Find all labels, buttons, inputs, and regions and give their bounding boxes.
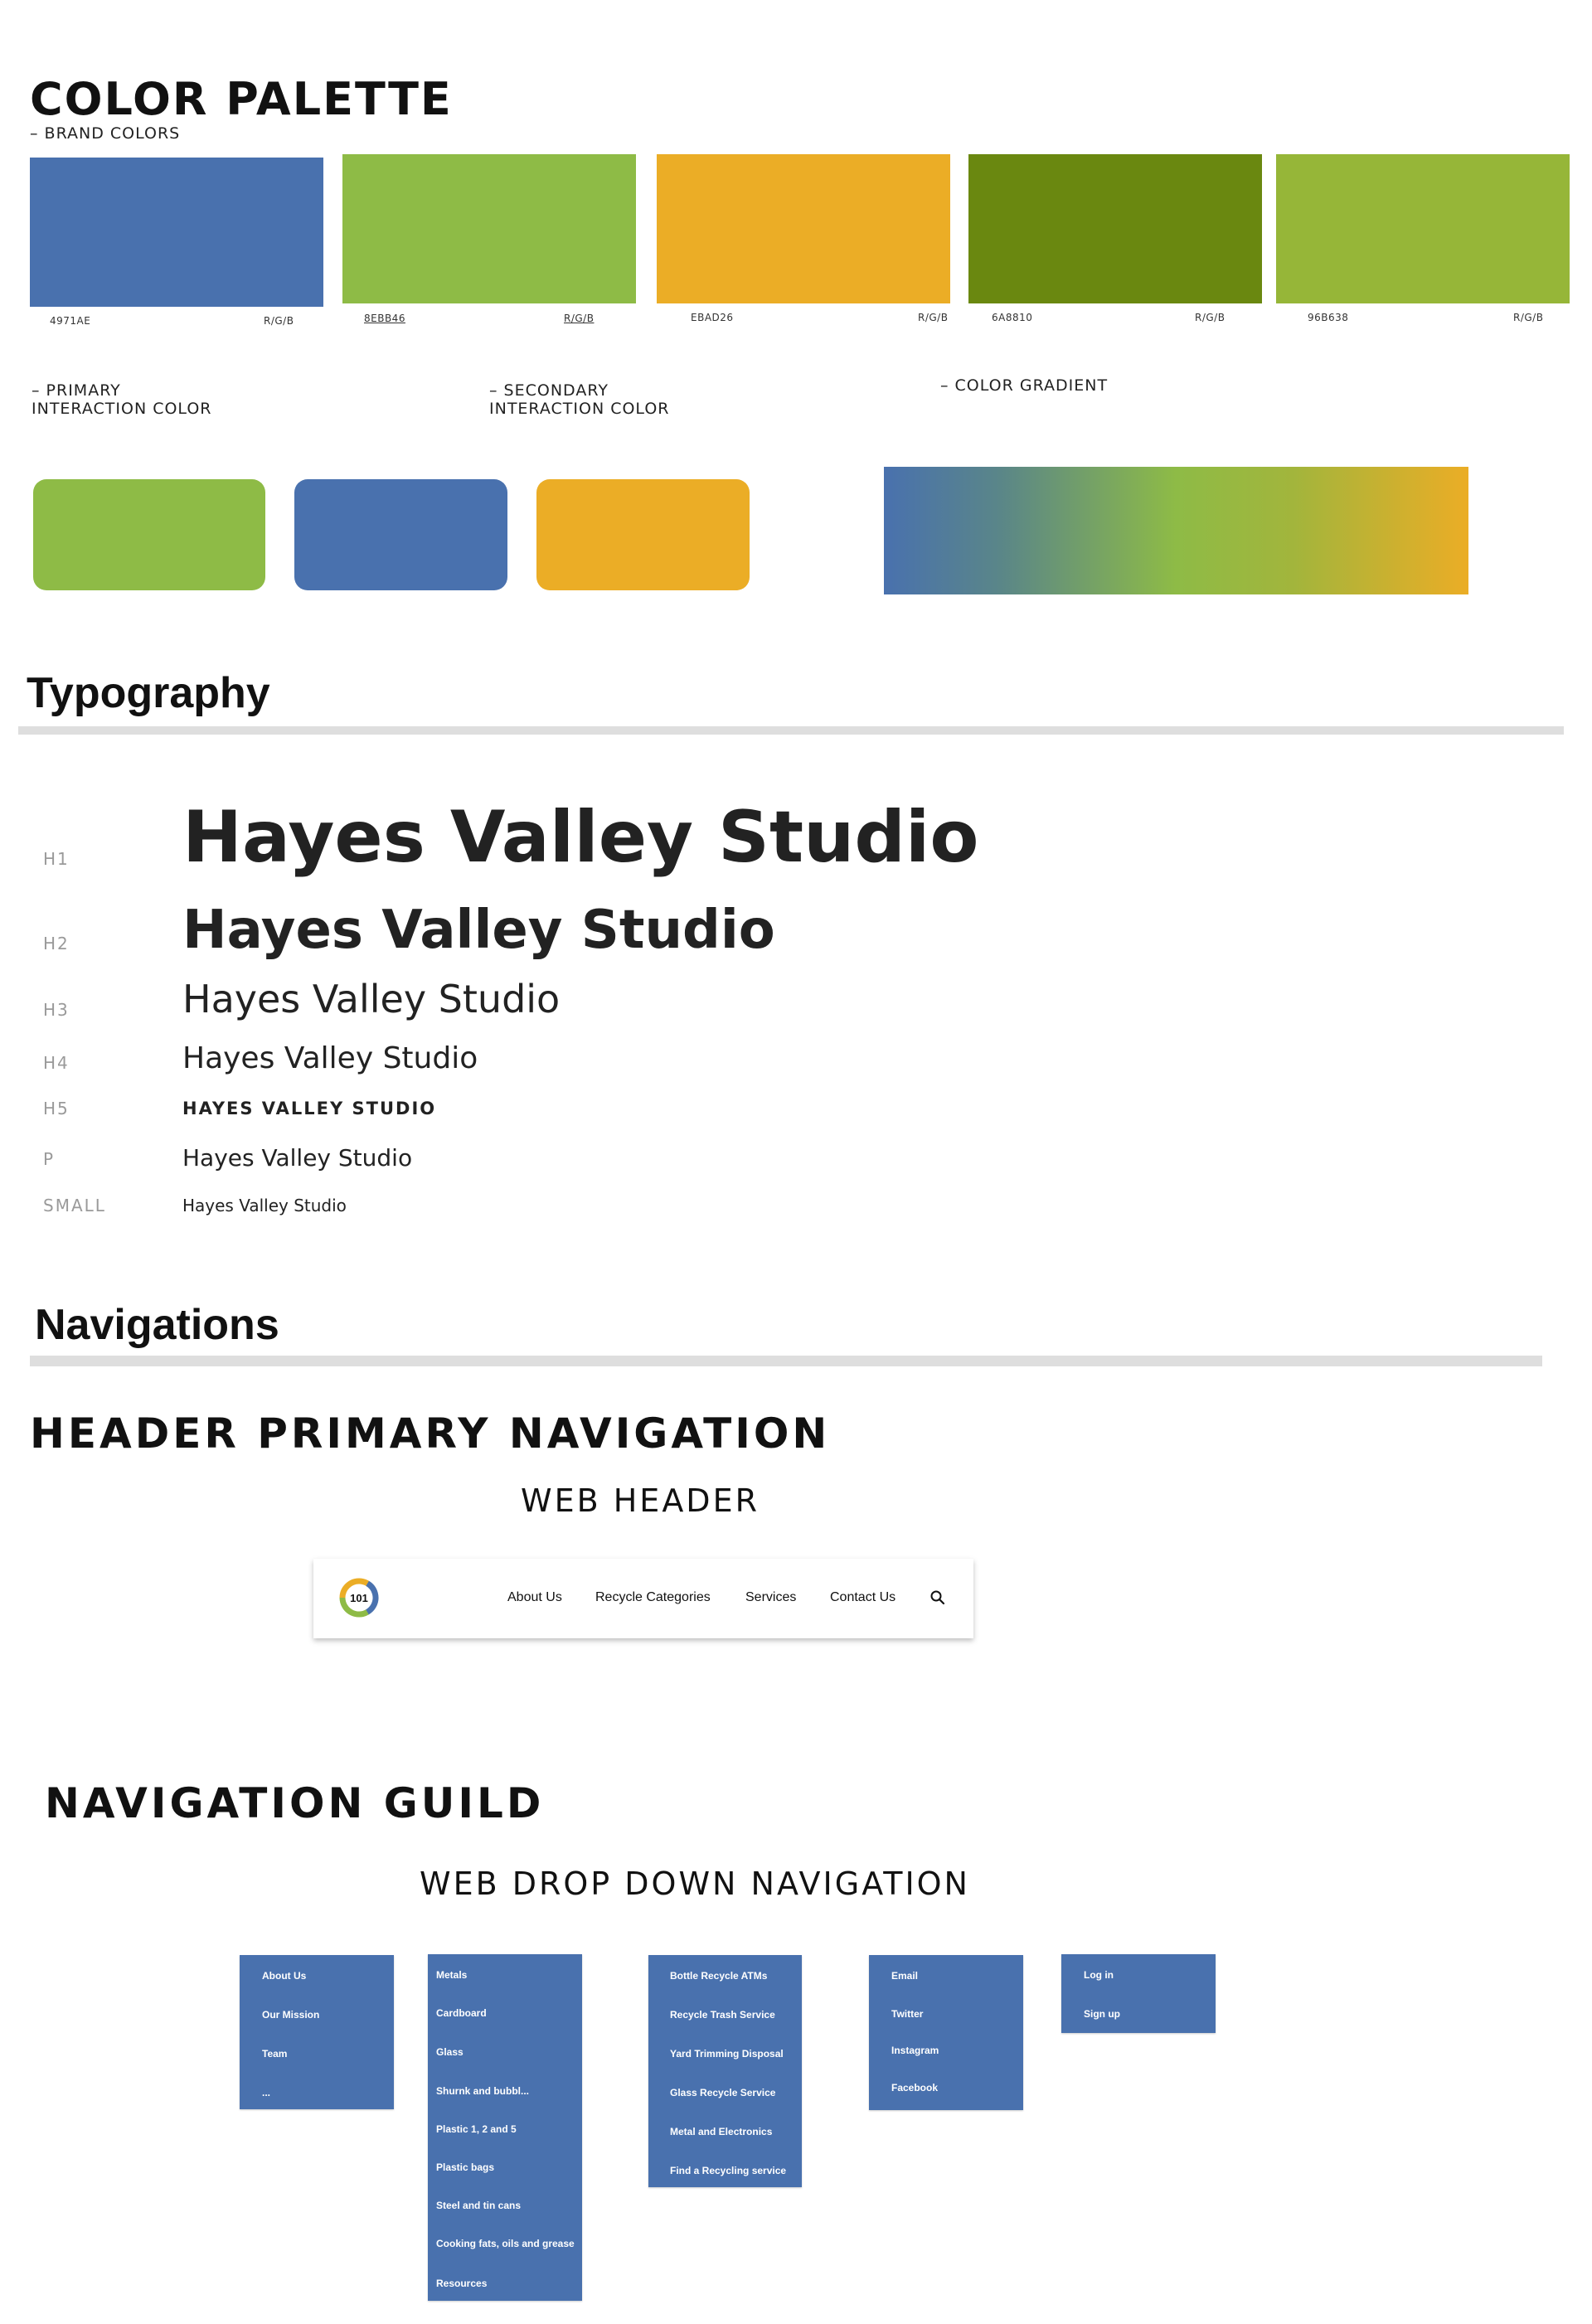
swatch-rgb: R/G/B	[918, 312, 949, 323]
color-gradient-bar	[884, 467, 1468, 594]
dropdown-account	[1061, 1954, 1216, 2033]
primary-interaction-swatch-blue	[294, 479, 507, 590]
dropdown-item[interactable]: Team	[262, 2048, 288, 2060]
dropdown-item[interactable]: Glass	[436, 2046, 464, 2058]
type-sample-h3: Hayes Valley Studio	[182, 977, 561, 1021]
type-label-h5: H5	[43, 1099, 70, 1118]
logo-text: 101	[350, 1592, 368, 1604]
primary-label-line2: INTERACTION COLOR	[32, 400, 212, 418]
nav-about-us[interactable]: About Us	[507, 1590, 562, 1604]
dropdown-item[interactable]: Recycle Trash Service	[670, 2009, 775, 2021]
type-label-p: P	[43, 1149, 56, 1169]
swatch-rgb: R/G/B	[264, 315, 294, 327]
dropdown-item[interactable]: Facebook	[891, 2082, 939, 2094]
logo-icon[interactable]	[338, 1577, 380, 1618]
dropdown-item[interactable]: Email	[891, 1970, 919, 1982]
primary-label-line1: – PRIMARY	[32, 381, 121, 400]
secondary-label-line1: – SECONDARY	[489, 381, 609, 400]
swatch-8ebb46	[342, 154, 636, 303]
primary-interaction-label	[32, 381, 212, 418]
type-label-h4: H4	[43, 1053, 70, 1073]
type-sample-h4: Hayes Valley Studio	[182, 1041, 478, 1075]
navigations-title: Navigations	[35, 1301, 279, 1349]
swatch-96b638	[1276, 154, 1570, 303]
swatch-4971ae	[30, 158, 323, 307]
type-sample-p: Hayes Valley Studio	[182, 1144, 413, 1172]
dropdown-item[interactable]: Log in	[1084, 1969, 1114, 1981]
dropdown-item[interactable]: Twitter	[891, 2008, 924, 2020]
swatch-hex: EBAD26	[691, 312, 734, 323]
secondary-label-line2: INTERACTION COLOR	[489, 400, 670, 418]
type-sample-h1: Hayes Valley Studio	[182, 796, 979, 879]
swatch-rgb: R/G/B	[564, 313, 595, 324]
dropdown-item[interactable]: Plastic bags	[436, 2161, 495, 2173]
dropdown-item[interactable]: Glass Recycle Service	[670, 2087, 776, 2098]
primary-interaction-swatch-green	[33, 479, 265, 590]
typography-divider	[18, 726, 1564, 735]
swatch-hex: 8EBB46	[364, 313, 405, 324]
secondary-interaction-label	[489, 381, 670, 418]
type-label-h1: H1	[43, 849, 70, 869]
swatch-6a8810	[968, 154, 1262, 303]
search-icon[interactable]	[929, 1589, 947, 1607]
type-sample-h5: HAYES VALLEY STUDIO	[182, 1099, 437, 1118]
dropdown-item[interactable]: Our Mission	[262, 2009, 320, 2021]
nav-recycle-categories[interactable]: Recycle Categories	[595, 1590, 711, 1604]
swatch-hex: 6A8810	[992, 312, 1033, 323]
dropdown-item[interactable]: Shurnk and bubbl...	[436, 2085, 529, 2097]
swatch-rgb: R/G/B	[1513, 312, 1544, 323]
swatch-rgb: R/G/B	[1195, 312, 1226, 323]
dropdown-services	[648, 1955, 802, 2187]
type-label-h3: H3	[43, 1000, 70, 1020]
web-dropdown-nav-title: WEB DROP DOWN NAVIGATION	[420, 1866, 970, 1902]
header-primary-nav-title: HEADER PRIMARY NAVIGATION	[30, 1409, 831, 1458]
dropdown-item[interactable]: Steel and tin cans	[436, 2200, 522, 2211]
typography-title: Typography	[27, 669, 270, 717]
color-gradient-label: – COLOR GRADIENT	[940, 376, 1109, 395]
type-sample-small: Hayes Valley Studio	[182, 1196, 347, 1215]
web-header	[313, 1559, 973, 1638]
dropdown-recycle-categories	[428, 1954, 582, 2301]
dropdown-item[interactable]: Cooking fats, oils and grease	[436, 2238, 575, 2249]
dropdown-item[interactable]: Yard Trimming Disposal	[670, 2048, 784, 2060]
dropdown-item[interactable]: Resources	[436, 2278, 488, 2289]
dropdown-item[interactable]: About Us	[262, 1970, 307, 1982]
dropdown-item[interactable]: Metal and Electronics	[670, 2126, 773, 2137]
dropdown-item[interactable]: Find a Recycling service	[670, 2165, 787, 2176]
dropdown-item[interactable]: Instagram	[891, 2045, 939, 2056]
dropdown-item[interactable]: Plastic 1, 2 and 5	[436, 2123, 517, 2135]
dropdown-item[interactable]: Metals	[436, 1969, 468, 1981]
dropdown-about	[240, 1955, 394, 2109]
dropdown-item[interactable]: Bottle Recycle ATMs	[670, 1970, 768, 1982]
dropdown-item[interactable]: Sign up	[1084, 2008, 1120, 2020]
swatch-ebad26	[657, 154, 950, 303]
type-sample-h2: Hayes Valley Studio	[182, 900, 775, 961]
dropdown-contact	[869, 1955, 1023, 2110]
brand-colors-label: – BRAND COLORS	[30, 124, 181, 143]
dropdown-item[interactable]: ...	[262, 2087, 271, 2098]
navigation-guild-title: NAVIGATION GUILD	[45, 1779, 545, 1827]
color-palette-title: COLOR PALETTE	[30, 73, 453, 125]
swatch-hex: 4971AE	[50, 315, 91, 327]
navigations-divider	[30, 1356, 1542, 1366]
swatch-hex: 96B638	[1308, 312, 1349, 323]
web-header-title: WEB HEADER	[521, 1482, 760, 1519]
type-label-h2: H2	[43, 934, 70, 953]
secondary-interaction-swatch-orange	[536, 479, 750, 590]
dropdown-item[interactable]: Cardboard	[436, 2007, 487, 2019]
nav-contact-us[interactable]: Contact Us	[830, 1590, 896, 1604]
type-label-small: SMALL	[43, 1196, 106, 1215]
nav-services[interactable]: Services	[745, 1590, 797, 1604]
